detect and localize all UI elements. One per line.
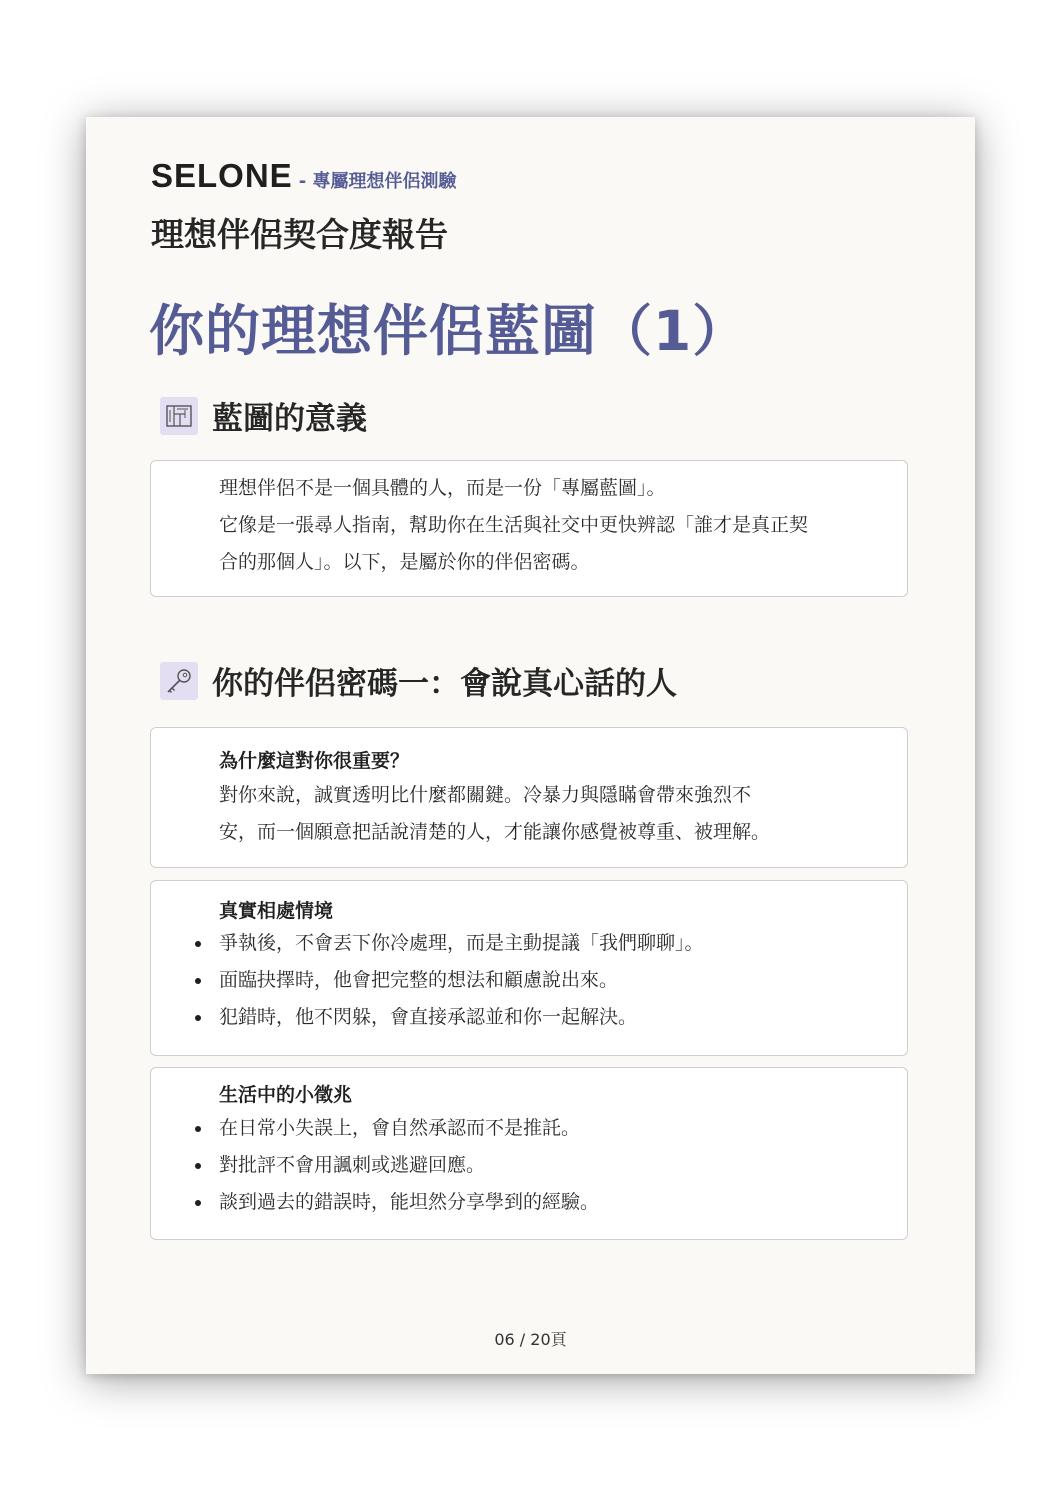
meaning-line: 合的那個人」。以下，是屬於你的伴侶密碼。 — [219, 551, 590, 573]
signs-list — [184, 1110, 599, 1221]
signs-heading: 生活中的小徵兆 — [219, 1084, 353, 1106]
why-line: 對你來說，誠實透明比什麼都關鍵。冷暴力與隱瞞會帶來強烈不 — [219, 784, 752, 806]
section-code-title: 你的伴侶密碼一：會說真心話的人 — [212, 666, 677, 702]
list-item: 談到過去的錯誤時，能坦然分享學到的經驗。 — [184, 1184, 599, 1221]
report-title: 理想伴侶契合度報告 — [151, 215, 448, 254]
meaning-line: 理想伴侶不是一個具體的人，而是一份「專屬藍圖」。 — [219, 477, 666, 499]
list-item: 面臨抉擇時，他會把完整的想法和顧慮說出來。 — [184, 962, 704, 999]
blueprint-icon — [160, 397, 198, 435]
list-item: 對批評不會用諷刺或逃避回應。 — [184, 1147, 599, 1184]
signs-card — [150, 1067, 908, 1240]
meaning-card — [150, 460, 908, 597]
scenario-list — [184, 925, 704, 1036]
scenario-heading: 真實相處情境 — [219, 900, 334, 922]
meaning-line: 它像是一張尋人指南，幫助你在生活與社交中更快辨認「誰才是真正契 — [219, 514, 809, 536]
brand-logo: SELONE — [151, 157, 293, 194]
why-line: 安，而一個願意把話說清楚的人，才能讓你感覺被尊重、被理解。 — [219, 821, 771, 843]
brand-header — [151, 157, 456, 195]
list-item: 爭執後，不會丟下你冷處理，而是主動提議「我們聊聊」。 — [184, 925, 704, 962]
section-meaning-title: 藍圖的意義 — [212, 401, 367, 437]
page-title: 你的理想伴侶藍圖（1） — [149, 299, 749, 363]
why-text — [219, 777, 770, 851]
meaning-text — [219, 470, 808, 581]
scenario-card — [150, 880, 908, 1056]
section-meaning-header — [160, 393, 367, 438]
list-item: 在日常小失誤上，會自然承認而不是推託。 — [184, 1110, 599, 1147]
brand-subtitle: - 專屬理想伴侶測驗 — [298, 171, 457, 192]
why-heading: 為什麼這對你很重要？ — [219, 750, 410, 772]
section-code-header — [160, 658, 677, 703]
why-card — [150, 727, 908, 868]
key-icon — [160, 662, 198, 700]
list-item: 犯錯時，他不閃躲，會直接承認並和你一起解決。 — [184, 999, 704, 1036]
report-page — [86, 117, 975, 1374]
page-number: 06 / 20頁 — [494, 1330, 567, 1349]
